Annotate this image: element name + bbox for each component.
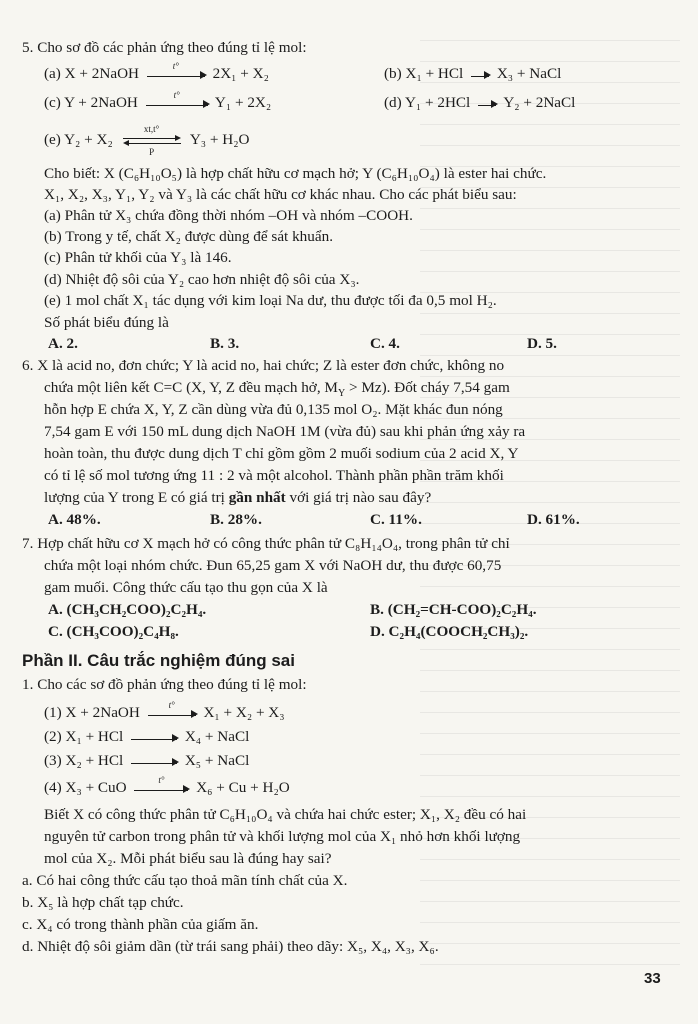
eq-2-rhs: X₄ + NaCl xyxy=(184,728,250,745)
eq-c-lhs: (c) Y + 2NaOH xyxy=(44,94,138,111)
eq-b-lhs: (b) X₁ + HCl xyxy=(384,65,464,82)
p2-statement-b: b. X₅ là hợp chất tạp chức. xyxy=(22,894,184,911)
q6-line-7 xyxy=(44,488,431,508)
eq-3-rhs: X₅ + NaCl xyxy=(184,752,250,769)
eq-c-rhs: Y₁ + 2X₂ xyxy=(214,94,272,111)
p2-given-3: mol của X₂. Mỗi phát biểu sau là đúng hay sai? xyxy=(44,850,332,867)
q5-stem: 5. Cho sơ đồ các phản ứng theo đúng tỉ lệ mol: xyxy=(22,39,307,56)
q5-eq-e xyxy=(44,123,250,157)
q6-emphasis: gần nhất xyxy=(228,489,286,506)
q6-line-6: có tỉ lệ số mol tương ứng 11 : 2 và một alcohol. Thành phần phần trăm khối xyxy=(44,467,504,484)
q6-line-2-text: chứa một liên kết C=C (X, Y, Z đều mạch hở, M xyxy=(44,379,338,396)
q7-option-d: D. C₂H₄(COOCH₂CH₃)₂. xyxy=(370,623,529,640)
q6-subscript-y: Y xyxy=(337,388,346,400)
p2-eq-2 xyxy=(44,727,249,747)
q5-option-d: D. 5. xyxy=(527,335,557,352)
heat-arrow-icon: t° xyxy=(134,787,188,791)
q7-line-1: 7. Hợp chất hữu cơ X mạch hở có công thức phân tử C₈H₁₄O₄, trong phân tử chỉ xyxy=(22,535,510,552)
p2-statement-c: c. X₄ có trong thành phần của giấm ăn. xyxy=(22,916,259,933)
q5-given-1: Cho biết: X (C₆H₁₀O₅) là hợp chất hữu cơ mạch hở; Y (C₆H₁₀O₄) là ester hai chức. xyxy=(44,165,547,182)
eq-a-lhs: (a) X + 2NaOH xyxy=(44,65,140,82)
p2-given-1: Biết X có công thức phân tử C₆H₁₀O₄ và chứa hai chức ester; X₁, X₂ đều có hai xyxy=(44,806,527,823)
q6-option-a: A. 48%. xyxy=(48,511,101,528)
q6-option-d: D. 61%. xyxy=(527,511,580,528)
q5-statement-a: (a) Phân tử X₃ chứa đồng thời nhóm –OH và nhóm –COOH. xyxy=(44,207,413,224)
q5-eq-a xyxy=(44,60,269,84)
q5-eq-c xyxy=(44,89,272,113)
q7-option-c: C. (CH₃COO)₂C₄H₈. xyxy=(48,623,179,640)
q6-line-4: 7,54 gam E với 150 mL dung dịch NaOH 1M (vừa đủ) sau khi phản ứng xảy ra xyxy=(44,423,526,440)
eq-1-lhs: (1) X + 2NaOH xyxy=(44,704,140,721)
p2-eq-3 xyxy=(44,751,249,771)
eq-d-lhs: (d) Y₁ + 2HCl xyxy=(384,94,471,111)
p2-eq-4 xyxy=(44,774,290,798)
q5-statement-b: (b) Trong y tế, chất X₂ được dùng để sát khuẩn. xyxy=(44,228,333,245)
p2-q1-stem: 1. Cho các sơ đồ phản ứng theo đúng tỉ lệ mol: xyxy=(22,676,307,693)
p2-eq-1 xyxy=(44,699,285,723)
q5-option-c: C. 4. xyxy=(370,335,400,352)
q5-eq-b xyxy=(384,64,561,84)
q5-statement-e: (e) 1 mol chất X₁ tác dụng với kim loại Na dư, thu được tối đa 0,5 mol H₂. xyxy=(44,292,497,309)
q7-option-a: A. (CH₃CH₂COO)₂C₂H₄. xyxy=(48,601,207,618)
q6-line-2-rest: > Mz). Đốt cháy 7,54 gam xyxy=(345,379,510,396)
q5-statement-d: (d) Nhiệt độ sôi của Y₂ cao hơn nhiệt độ sôi của X₃. xyxy=(44,271,360,288)
heat-arrow-icon: t° xyxy=(147,73,205,77)
eq-1-rhs: X₁ + X₂ + X₃ xyxy=(203,704,285,721)
q6-line-5: hoàn toàn, thu được dung dịch T chỉ gồm gồm 2 muối sodium của 2 acid X, Y xyxy=(44,445,519,462)
part-2-heading: Phần II. Câu trắc nghiệm đúng sai xyxy=(22,651,295,670)
arrow-icon xyxy=(471,73,489,77)
eq-2-lhs: (2) X₁ + HCl xyxy=(44,728,124,745)
eq-b-rhs: X₃ + NaCl xyxy=(496,65,562,82)
p2-given-2: nguyên tử carbon trong phân tử và khối lượng mol của X₁ nhỏ hơn khối lượng xyxy=(44,828,521,845)
eq-3-lhs: (3) X₂ + HCl xyxy=(44,752,124,769)
q6-line-1: 6. X là acid no, đơn chức; Y là acid no, hai chức; Z là ester đơn chức, không no xyxy=(22,357,505,374)
q5-statement-c: (c) Phân tử khối của Y₃ là 146. xyxy=(44,249,232,266)
equilibrium-arrow-icon: xt,t° P xyxy=(123,135,181,147)
q5-question: Số phát biểu đúng là xyxy=(44,314,169,331)
q6-line-7-post: với giá trị nào sau đây? xyxy=(285,489,432,506)
q7-line-3: gam muối. Công thức cấu tạo thu gọn của X là xyxy=(44,579,328,596)
eq-a-rhs: 2X₁ + X₂ xyxy=(212,65,269,82)
heat-arrow-icon: t° xyxy=(148,712,196,716)
q6-line-3: hỗn hợp E chứa X, Y, Z cần dùng vừa đủ 0,135 mol O₂. Mặt khác đun nóng xyxy=(44,401,503,418)
eq-4-rhs: X₆ + Cu + H₂O xyxy=(196,779,290,796)
q6-option-c: C. 11%. xyxy=(370,511,422,528)
p2-statement-a: a. Có hai công thức cấu tạo thoả mãn tính chất của X. xyxy=(22,872,348,889)
q7-line-2: chứa một loại nhóm chức. Đun 65,25 gam X với NaOH dư, thu được 60,75 xyxy=(44,557,502,574)
q7-option-b: B. (CH₂=CH-COO)₂C₂H₄. xyxy=(370,601,537,618)
eq-e-lhs: (e) Y₂ + X₂ xyxy=(44,131,113,148)
q6-option-b: B. 28%. xyxy=(210,511,262,528)
arrow-icon xyxy=(131,736,177,740)
arrow-icon xyxy=(478,102,496,106)
q5-option-a: A. 2. xyxy=(48,335,78,352)
q5-eq-d xyxy=(384,93,575,113)
arrow-icon xyxy=(131,760,177,764)
page-number: 33 xyxy=(644,970,661,987)
q5-option-b: B. 3. xyxy=(210,335,240,352)
heat-arrow-icon: t° xyxy=(146,102,208,106)
eq-4-lhs: (4) X₃ + CuO xyxy=(44,779,127,796)
q6-line-7-pre: lượng của Y trong E có giá trị xyxy=(44,489,229,506)
eq-d-rhs: Y₂ + 2NaCl xyxy=(503,94,576,111)
eq-e-rhs: Y₃ + H₂O xyxy=(189,131,250,148)
p2-statement-d: d. Nhiệt độ sôi giảm dần (từ trái sang phải) theo dãy: X₅, X₄, X₃, X₆. xyxy=(22,938,439,955)
q5-given-2: X₁, X₂, X₃, Y₁, Y₂ và Y₃ là các chất hữu cơ khác nhau. Cho các phát biểu sau: xyxy=(44,186,517,203)
